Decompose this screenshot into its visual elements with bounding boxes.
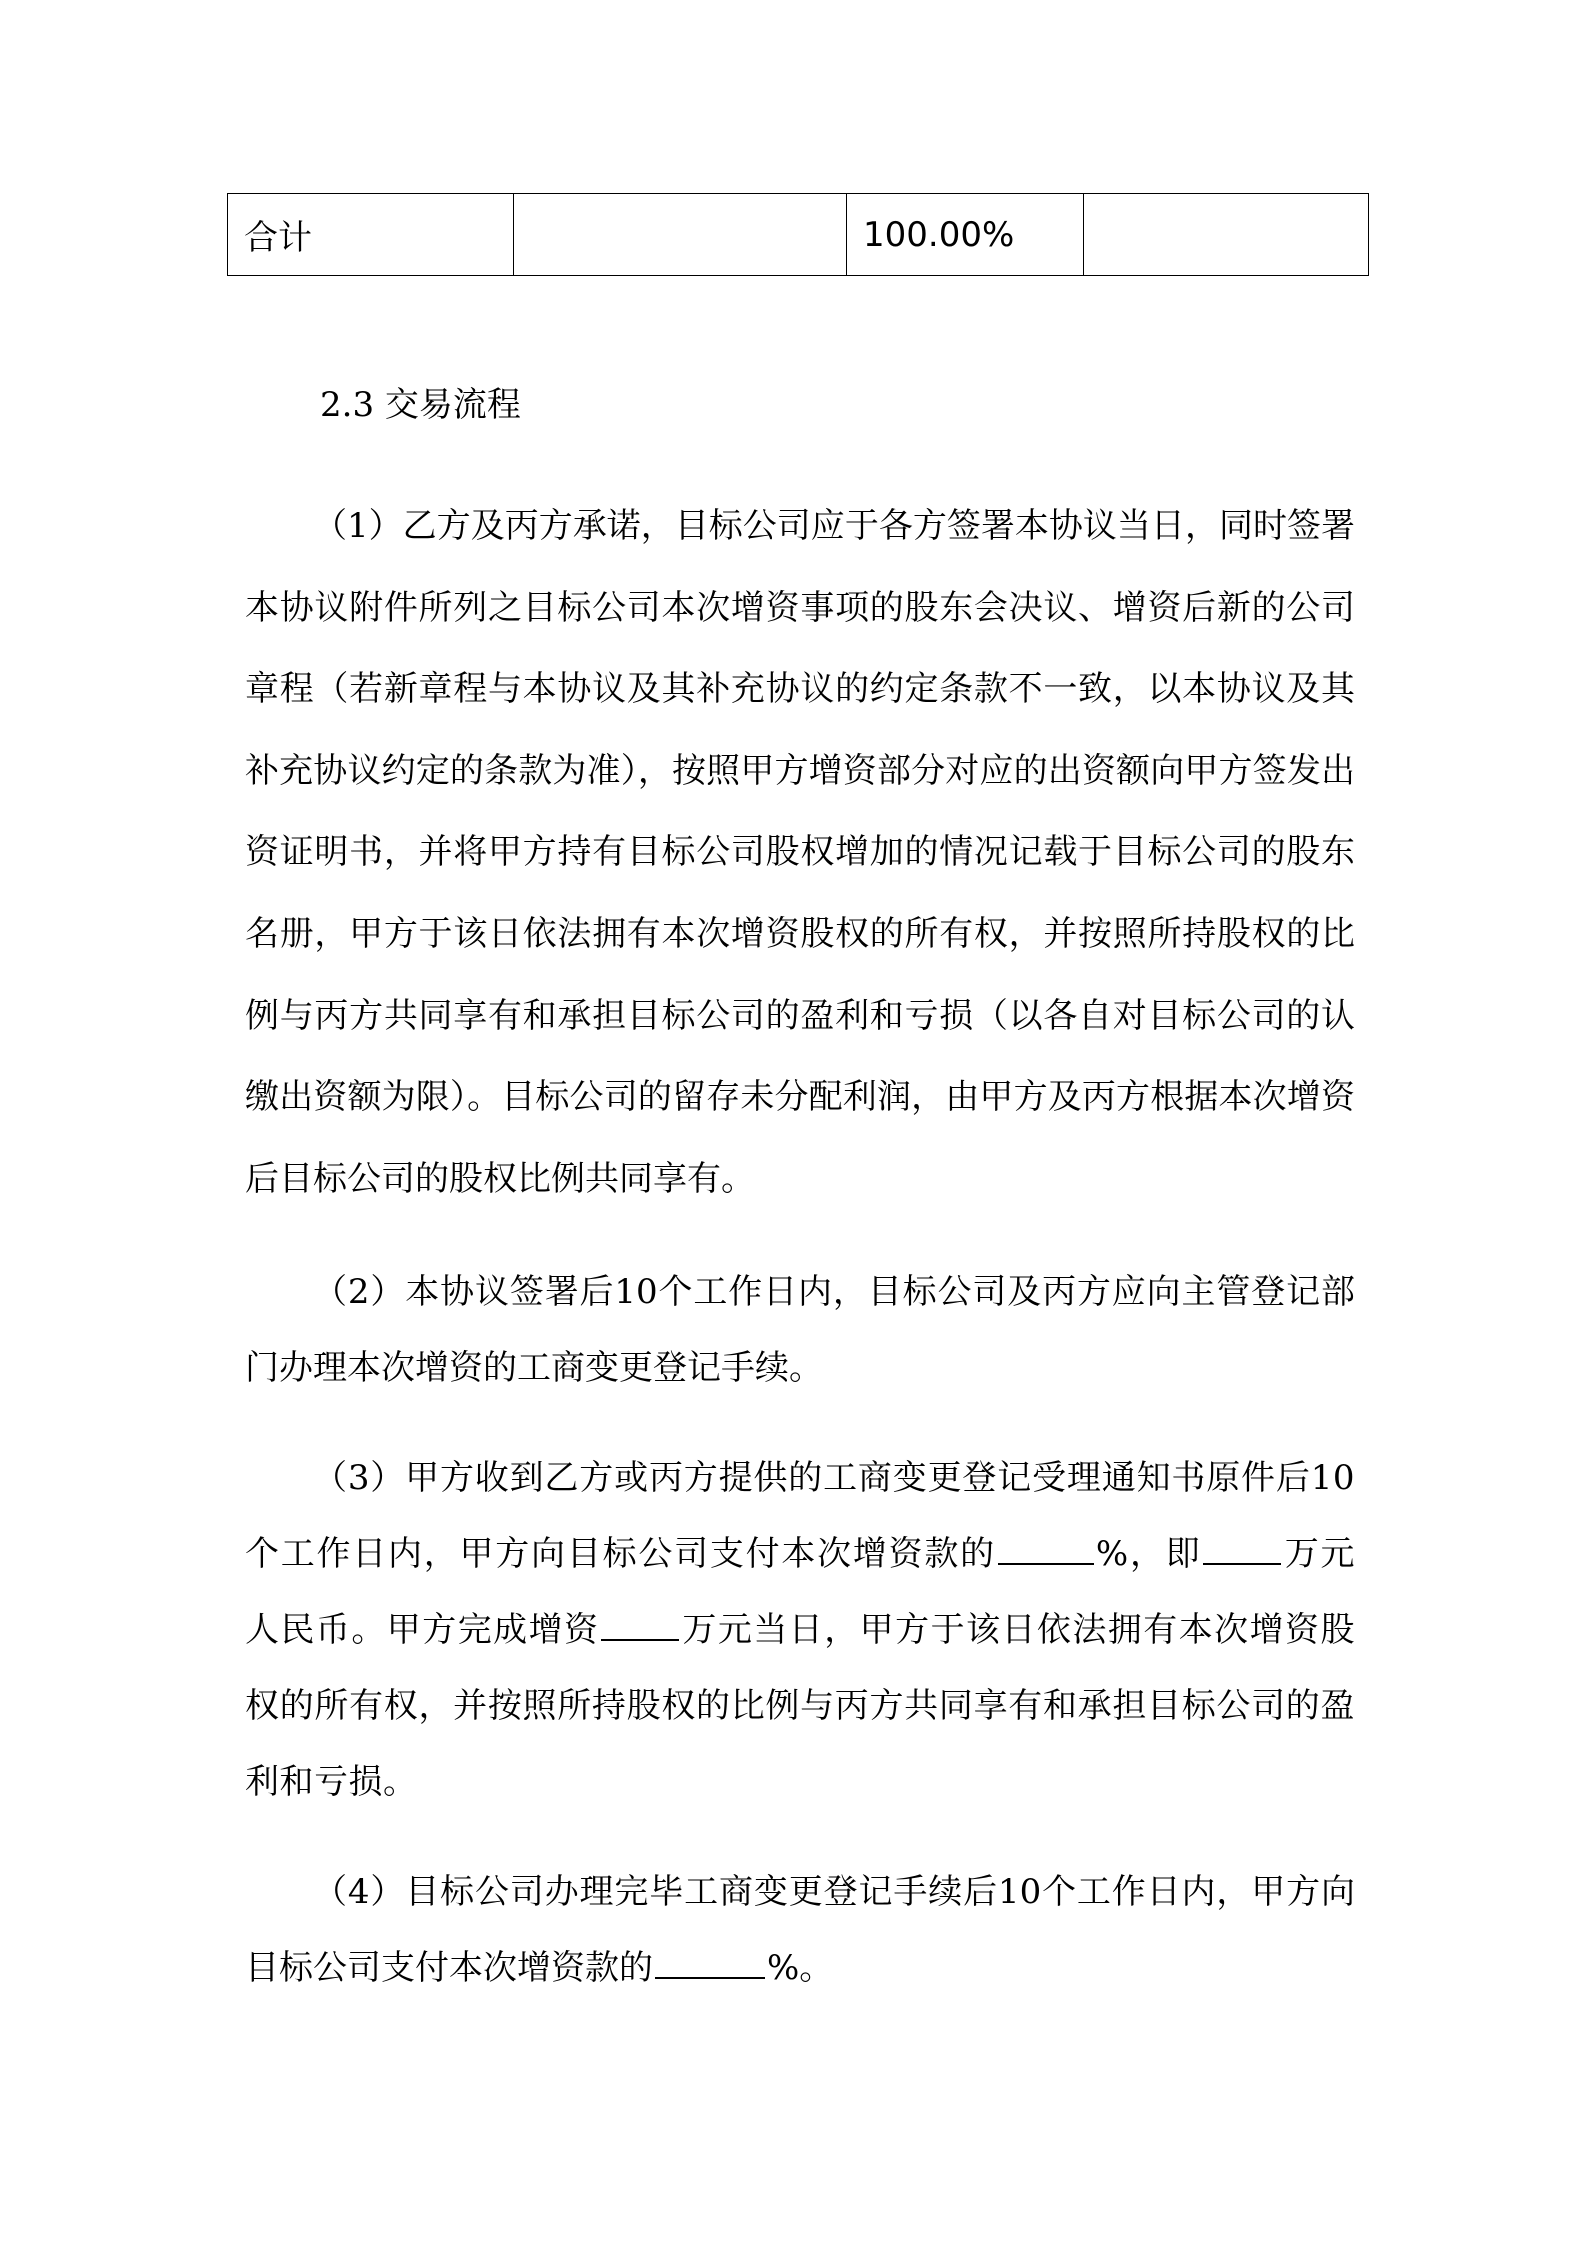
paragraph-4-text-b: %。 xyxy=(767,1948,834,1989)
section-heading: 2.3 交易流程 xyxy=(320,385,521,425)
total-empty-cell xyxy=(514,194,847,276)
paragraph-3-text-d: 万元当日，甲方于该日依法拥有本次增资股权的所有权，并按照所持股权的比例与丙方共同享有和承担目标公司的盈利和亏损。 xyxy=(245,1610,1356,1803)
total-empty-cell-2 xyxy=(1084,194,1369,276)
paragraph-4-text-a: （4）目标公司办理完毕工商变更登记手续后10个工作日内，甲方向目标公司支付本次增资款的 xyxy=(245,1872,1355,1989)
paragraph-3-text-b: %，即 xyxy=(1095,1534,1202,1575)
capital-blank xyxy=(601,1605,679,1641)
paragraph-3-text-c: 万元人民币。甲方完成增资 xyxy=(245,1534,1355,1651)
table-total-row xyxy=(228,194,1369,276)
amount-blank xyxy=(1203,1529,1281,1565)
total-label-cell: 合计 xyxy=(228,194,514,276)
percent-blank xyxy=(998,1529,1094,1565)
paragraph-3-text-a: （3）甲方收到乙方或丙方提供的工商变更登记受理通知书原件后10个工作日内，甲方向目标公司支付本次增资款的 xyxy=(245,1458,1355,1575)
equity-summary-table xyxy=(227,193,1369,276)
paragraph-3 xyxy=(245,1440,1355,1820)
final-percent-blank xyxy=(655,1943,765,1979)
paragraph-1: （1）乙方及丙方承诺，目标公司应于各方签署本协议当日，同时签署本协议附件所列之目标公司本次增资事项的股东会决议、增资后新的公司章程（若新章程与本协议及其补充协议的约定条款不一致，以本协议及其补充协议约定的条款为准），按照甲方增资部分对应的出资额向甲方签发出资证明书，并将甲方持有目标公司股权增加的情况记载于目标公司的股东名册，甲方于该日依法拥有本次增资股权的所有权，并按照所持股权的比例与丙方共同享有和承担目标公司的盈利和亏损（以各自对目标公司的认缴出资额为限）。目标公司的留存未分配利润，由甲方及丙方根据本次增资后目标公司的股权比例共同享有。 xyxy=(245,506,1355,1199)
paragraph-4 xyxy=(245,1854,1355,2006)
section-body xyxy=(245,452,1355,2040)
paragraph-2: （2）本协议签署后10个工作日内，目标公司及丙方应向主管登记部门办理本次增资的工商变更登记手续。 xyxy=(245,1272,1355,1389)
total-percent-cell: 100.00% xyxy=(847,194,1084,276)
